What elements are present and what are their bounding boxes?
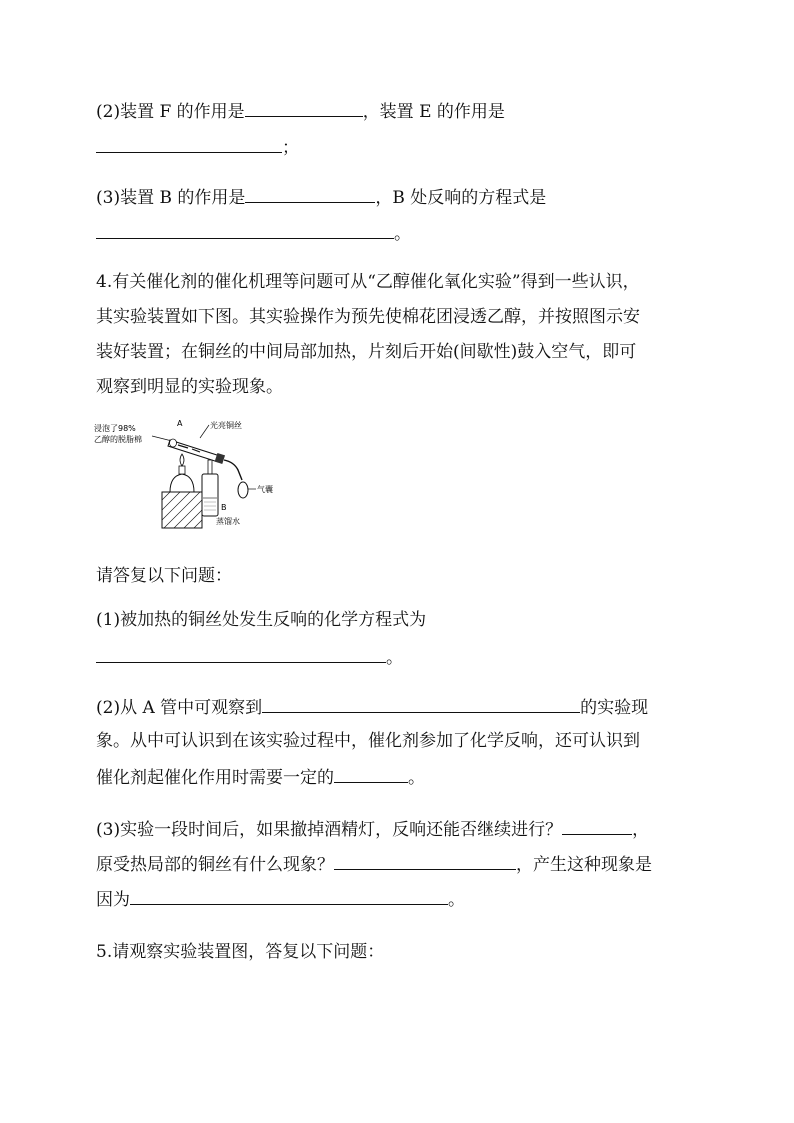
- q4-part3-line3: 因为 。: [96, 890, 465, 910]
- balloon-label: 气囊: [257, 485, 273, 494]
- copper-wire-label: 光亮铜丝: [210, 421, 242, 430]
- q4-intro-line: 4.有关催化剂的催化机理等问题可从“乙醇催化氧化实验”得到一些认识，: [96, 272, 640, 292]
- answer-blank[interactable]: [96, 136, 282, 153]
- q4-part1-line: (1)被加热的铜丝处发生反响的化学方程式为: [96, 610, 427, 630]
- balloon: [238, 482, 248, 498]
- cotton-label-1: 浸泡了98%: [94, 424, 136, 433]
- q4-intro-line: 观察到明显的实验现象。: [96, 377, 283, 397]
- q4-part2-line2: 象。从中可认识到在该实验过程中，催化剂参加了化学反响，还可认识到: [96, 731, 640, 751]
- q3-part2-line: (2)装置 F 的作用是 ，装置 E 的作用是: [96, 102, 505, 122]
- answer-blank[interactable]: [334, 853, 516, 870]
- q4-part2-line: (2)从 A 管中可观察到 的实验现: [96, 698, 649, 718]
- stopper: [215, 453, 242, 480]
- answer-blank[interactable]: [262, 696, 580, 713]
- q5-line: 5.请观察实验装置图，答复以下问题：: [96, 942, 385, 962]
- answer-blank[interactable]: [334, 766, 408, 783]
- q4-part2-line3: 催化剂起催化作用时需要一定的 。: [96, 768, 425, 788]
- alcohol-lamp: [170, 454, 194, 492]
- water-label: 蒸馏水: [216, 517, 240, 526]
- tube-b-label: B: [221, 503, 227, 512]
- answer-blank[interactable]: [562, 818, 632, 835]
- q4-part3-line: (3)实验一段时间后，如果撤掉酒精灯，反响还能否继续进行？ ，: [96, 820, 650, 840]
- answer-blank[interactable]: [245, 186, 375, 203]
- q4-part1-line2: 。: [96, 646, 403, 668]
- answer-prompt: 请答复以下问题：: [96, 566, 232, 586]
- q3-part3-line: (3)装置 B 的作用是 ，B 处反响的方程式是: [96, 188, 547, 208]
- q4-part3-line2: 原受热局部的铜丝有什么现象？ ，产生这种现象是: [96, 855, 652, 875]
- q4-intro-line: 其实验装置如下图。其实验操作为预先使棉花团浸透乙醇，并按照图示安: [96, 307, 640, 327]
- apparatus-figure: [92, 418, 292, 534]
- answer-blank[interactable]: [130, 888, 448, 905]
- answer-blank[interactable]: [96, 222, 394, 239]
- apparatus-diagram: [92, 418, 292, 534]
- wooden-block: [162, 492, 202, 528]
- tube-a-label: A: [177, 419, 183, 428]
- cotton-label-2: 乙醇的脱脂棉: [94, 435, 142, 444]
- tube-b: [202, 460, 218, 516]
- answer-blank[interactable]: [245, 100, 363, 117]
- answer-blank[interactable]: [96, 646, 386, 663]
- q4-intro-line: 装好装置；在铜丝的中间局部加热，片刻后开始(间歇性)鼓入空气，即可: [96, 342, 637, 362]
- tube-a: [168, 439, 220, 462]
- q3-part2-line2: ；: [96, 136, 299, 158]
- q3-part3-line2: 。: [96, 222, 411, 244]
